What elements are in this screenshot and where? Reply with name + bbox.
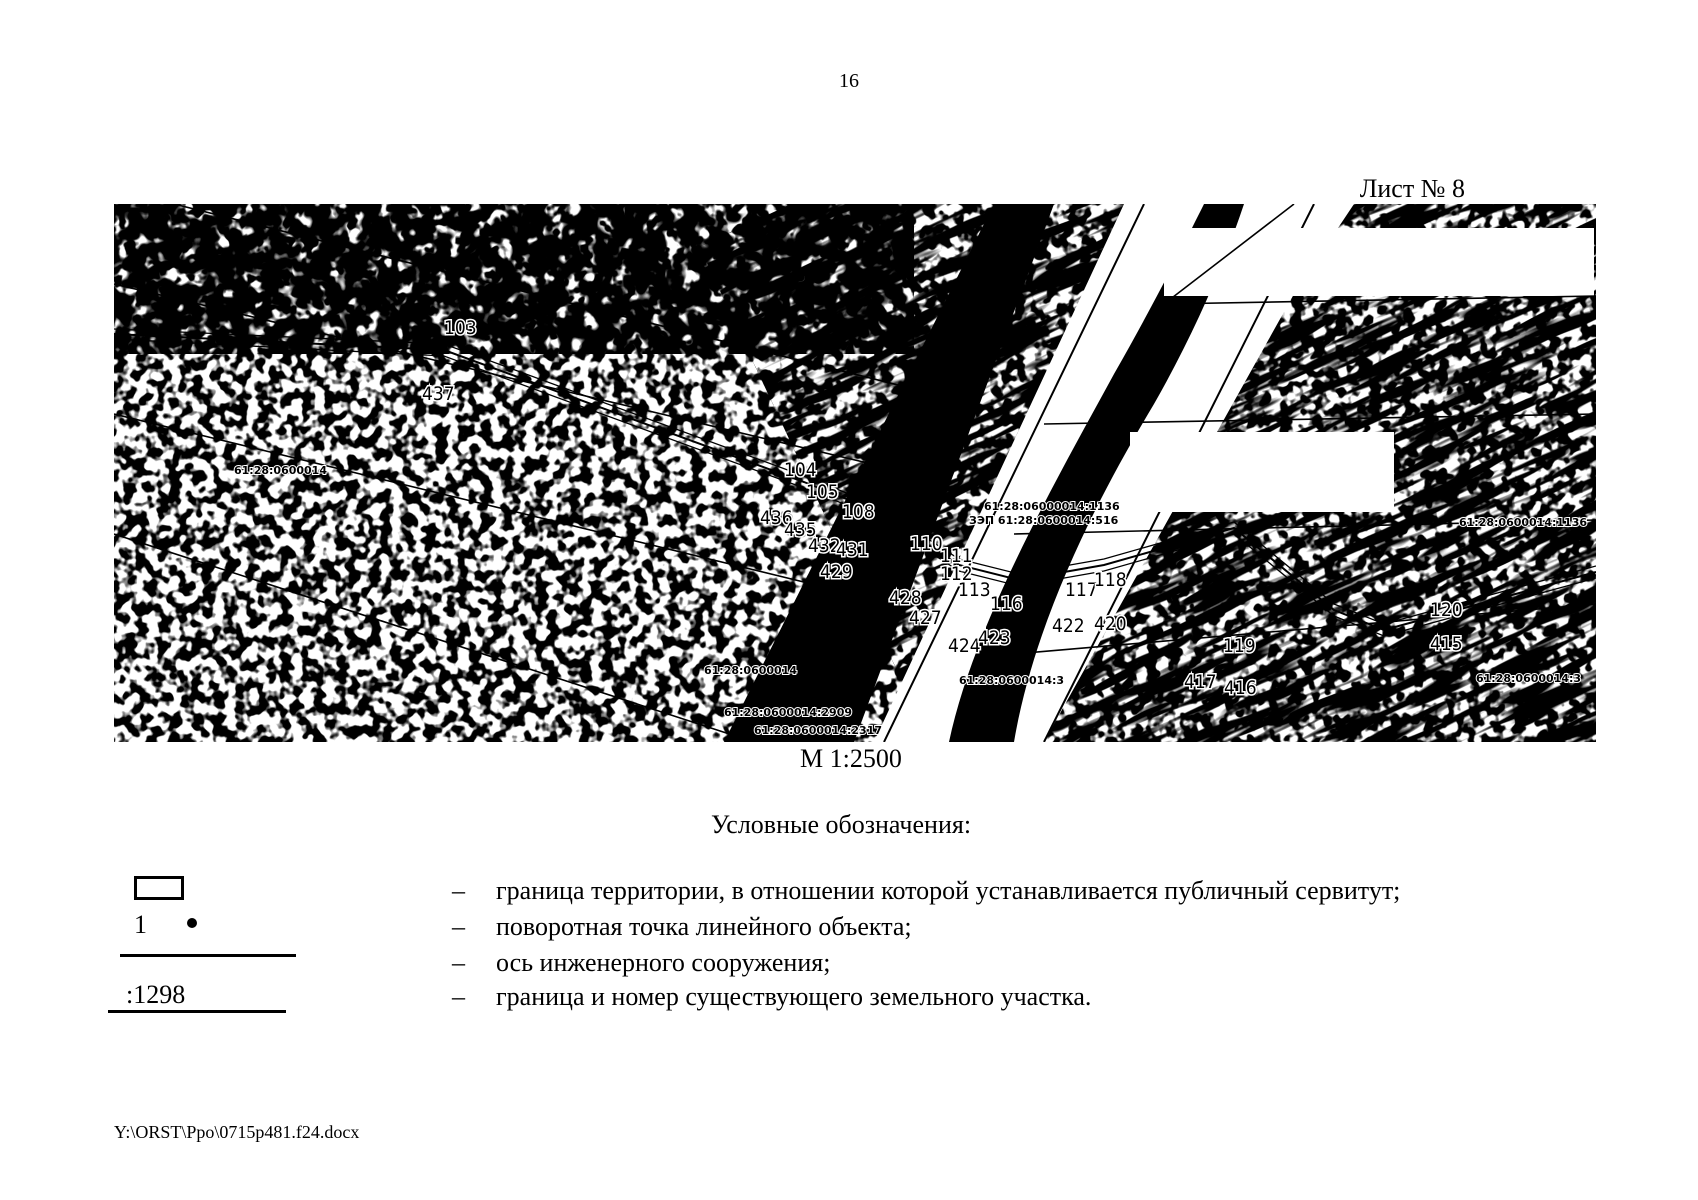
- parcel-number-label: 61:28:0600014: [234, 464, 327, 477]
- parcel-number-label: ЗЭП 61:28:0600014:516: [969, 514, 1119, 527]
- legend-title: Условные обозначения:: [711, 810, 972, 839]
- map-blank-area: [1164, 228, 1594, 296]
- turning-point-label: 427: [909, 607, 942, 629]
- turning-point-label: 113: [958, 579, 991, 601]
- legend-text: ось инженерного сооружения;: [496, 948, 831, 977]
- parcel-number-label: 61:28:06000014:1136: [984, 500, 1120, 513]
- legend-dash: –: [452, 982, 465, 1011]
- turning-point-label: 111: [940, 545, 973, 567]
- parcel-number-label: 61:28:0600014:2317: [754, 724, 883, 737]
- turning-point-label: 108: [842, 501, 875, 523]
- legend-row-servitude: [452, 876, 1400, 906]
- turning-point-label: 431: [836, 539, 869, 561]
- turning-point-label: 428: [889, 587, 922, 609]
- turning-point-label: 437: [422, 383, 455, 405]
- turning-point-symbol-number: 1: [134, 910, 147, 939]
- turning-point-label: 423: [978, 627, 1011, 649]
- turning-point-label: 436: [760, 507, 793, 529]
- parcel-number-label: 61:28:0600014:1136: [1459, 516, 1588, 529]
- page-number: 16: [839, 70, 859, 92]
- map-image: [114, 204, 1596, 742]
- legend-row-parcel: [452, 982, 1091, 1012]
- legend-dash: –: [452, 948, 465, 977]
- parcel-number-label: 61:28:0600014:3: [959, 674, 1065, 687]
- turning-point-label: 432: [808, 535, 841, 557]
- parcel-boundary-symbol: [108, 1010, 286, 1013]
- turning-point-label: 420: [1094, 613, 1127, 635]
- turning-point-label: 416: [1224, 677, 1257, 699]
- turning-point-label: 119: [1223, 635, 1256, 657]
- turning-point-label: 105: [806, 481, 839, 503]
- turning-point-label: 110: [910, 533, 943, 555]
- turning-point-label: 112: [940, 563, 973, 585]
- legend-text: поворотная точка линейного объекта;: [496, 912, 912, 941]
- turning-point-label: 422: [1052, 615, 1085, 637]
- turning-point-label: 117: [1065, 579, 1098, 601]
- turning-point-symbol-dot: [187, 918, 197, 928]
- turning-point-label: 120: [1430, 599, 1463, 621]
- legend-text: граница территории, в отношении которой устанавливается публичный сервитут;: [496, 876, 1401, 905]
- axis-line-symbol: [120, 954, 296, 957]
- turning-point-label: 118: [1094, 569, 1127, 591]
- parcel-number-label: 61:28:0600014:3: [1476, 672, 1582, 685]
- turning-point-label: 415: [1430, 633, 1463, 655]
- parcel-number-label: 61:28:0600014: [704, 664, 797, 677]
- turning-point-label: 104: [784, 459, 817, 481]
- servitude-boundary-symbol: [134, 876, 184, 900]
- legend-row-turning-point: [452, 912, 912, 942]
- turning-point-label: 417: [1184, 671, 1217, 693]
- turning-point-label: 116: [990, 593, 1023, 615]
- map-canvas: [114, 204, 1596, 742]
- legend-text: граница и номер существующего земельного участка.: [496, 982, 1092, 1011]
- parcel-symbol-number: :1298: [126, 980, 186, 1009]
- legend-dash: –: [452, 876, 465, 905]
- turning-point-label: 435: [784, 519, 817, 541]
- legend-row-axis: [452, 948, 830, 978]
- legend-dash: –: [452, 912, 465, 941]
- sheet-label: Лист № 8: [1359, 174, 1465, 203]
- turning-point-label: 103: [444, 317, 477, 339]
- turning-point-label: 429: [820, 561, 853, 583]
- map-blank-area: [1130, 432, 1394, 512]
- file-path: Y:\ORST\Ppo\0715p481.f24.docx: [114, 1122, 360, 1142]
- map-scale: М 1:2500: [800, 744, 902, 773]
- turning-point-label: 424: [948, 635, 981, 657]
- parcel-number-label: 61:28:0600014:2909: [724, 706, 853, 719]
